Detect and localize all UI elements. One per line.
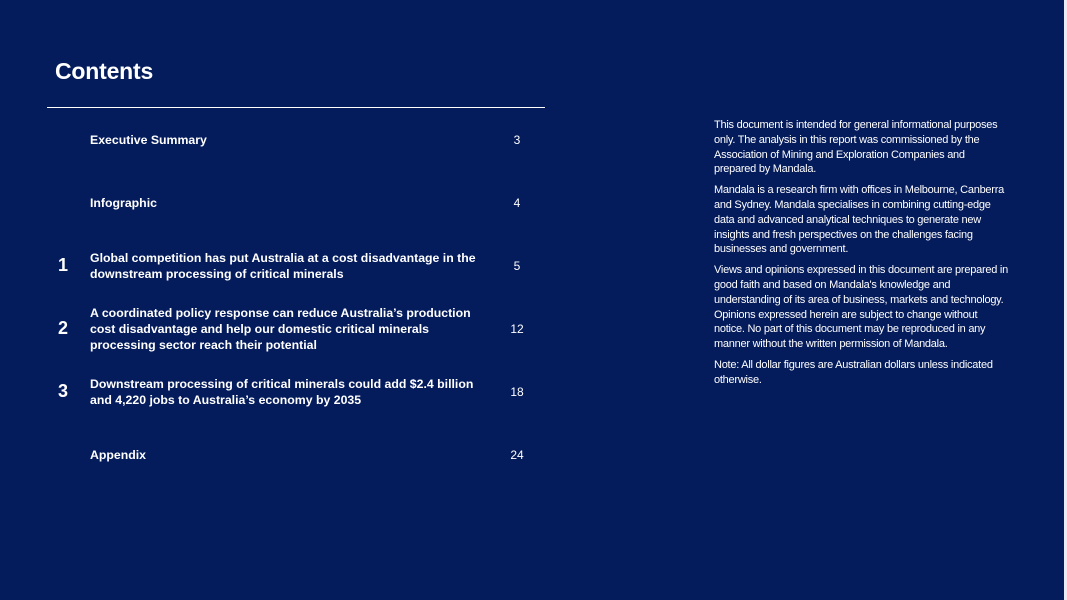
toc-item-appendix[interactable] <box>47 423 545 486</box>
toc-item-title: A coordinated policy response can reduce Australia’s production cost disadvantage and help our domestic critical minerals processing sector reach their potential <box>90 305 471 352</box>
toc-item-number: 1 <box>58 255 69 275</box>
toc-item-title: Global competition has put Australia at a cost disadvantage in the downstream processing of critical minerals <box>90 250 476 281</box>
toc-item-page: 4 <box>513 195 521 210</box>
toc-item-page: 12 <box>510 321 524 336</box>
toc-item-title: Downstream processing of critical minerals could add $2.4 billion and 4,220 jobs to Australia’s economy by 2035 <box>90 376 474 407</box>
toc-item-page: 18 <box>510 384 524 399</box>
disclaimer-paragraph: Mandala is a research firm with offices in Melbourne, Canberra and Sydney. Mandala specialises in combining cutting-edge data and advanced analytical techniques to generate new insights and fresh perspectives on the challenges facing businesses and government. <box>714 184 1004 256</box>
toc-item-title: Appendix <box>90 447 147 462</box>
toc-item-section-3[interactable] <box>47 360 545 423</box>
toc-item-title: Infographic <box>90 195 157 210</box>
toc-item-page: 3 <box>513 132 521 147</box>
disclaimer-paragraph: Note: All dollar figures are Australian dollars unless indicated otherwise. <box>714 358 993 386</box>
toc-item-page: 24 <box>510 447 524 462</box>
disclaimer-block <box>714 118 1009 394</box>
toc-item-infographic[interactable] <box>47 171 545 234</box>
page-title: Contents <box>55 58 154 84</box>
toc-item-number: 3 <box>58 381 69 401</box>
toc-item-section-2[interactable] <box>47 297 545 360</box>
toc-item-page: 5 <box>513 258 521 273</box>
toc-item-executive-summary[interactable] <box>47 108 545 171</box>
table-of-contents <box>47 108 545 486</box>
toc-item-section-1[interactable] <box>47 234 545 297</box>
disclaimer-paragraph: This document is intended for general informational purposes only. The analysis in this report was commissioned by the Association of Mining and Exploration Companies and prepared by Mandala. <box>714 119 998 176</box>
toc-item-title: Executive Summary <box>90 132 207 147</box>
toc-item-number: 2 <box>58 318 69 338</box>
disclaimer-paragraph: Views and opinions expressed in this document are prepared in good faith and based on Mandala's knowledge and understanding of its area of business, markets and technology. Opinions expressed herein are subject to change without notice. No part of this document may be reproduced in any manner without the written permission of Mandala. <box>714 264 1008 351</box>
